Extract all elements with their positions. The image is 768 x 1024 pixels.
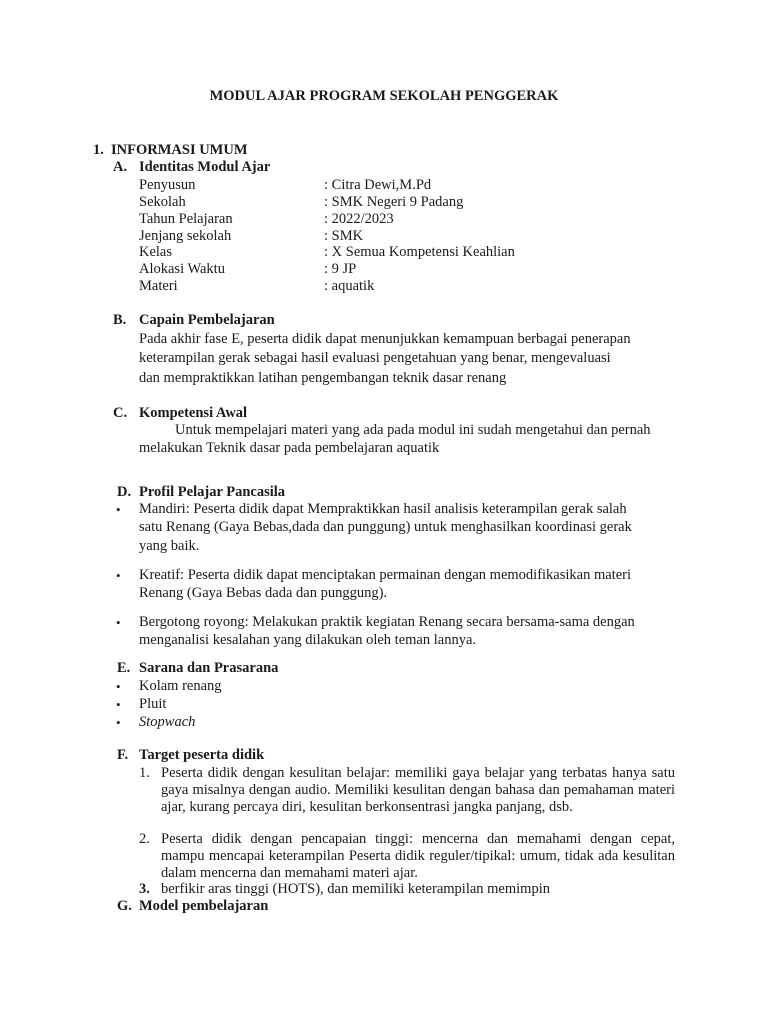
list-item-text: Peserta didik dengan pencapaian tinggi: mencerna dan memahami dengan cepat, mampu mencapai keterampilan Peserta didik reguler/tipikal: umum, tidak ada kesulitan dalam mencerna dan memahami materi ajar. xyxy=(161,831,675,881)
identity-label: Penyusun xyxy=(139,177,196,193)
section-f-heading: Target peserta didik xyxy=(139,747,265,763)
list-item-line: menganalisi kesalahan yang dilakukan oleh teman lannya. xyxy=(139,632,477,648)
identity-value: : aquatik xyxy=(324,278,375,294)
section-g-letter: G. xyxy=(117,898,132,914)
identity-label: Sekolah xyxy=(139,194,186,210)
list-item-line: satu Renang (Gaya Bebas,dada dan punggung) untuk menghasilkan koordinasi gerak xyxy=(139,519,632,535)
bullet-icon: • xyxy=(116,715,121,730)
section-d-heading: Profil Pelajar Pancasila xyxy=(139,484,286,500)
identity-value: : Citra Dewi,M.Pd xyxy=(324,177,432,193)
list-number: 2. xyxy=(139,831,150,847)
list-item-line: Mandiri: Peserta didik dapat Mempraktikkan hasil analisis keterampilan gerak salah xyxy=(139,501,627,517)
section-b-letter: B. xyxy=(113,312,127,328)
section-c-heading: Kompetensi Awal xyxy=(139,405,248,421)
identity-value: : SMK Negeri 9 Padang xyxy=(324,194,464,210)
list-item-text: berfikir aras tinggi (HOTS), dan memiliki keterampilan memimpin xyxy=(161,881,550,897)
section-e-heading: Sarana dan Prasarana xyxy=(139,660,279,676)
bullet-icon: • xyxy=(116,568,121,583)
section-b-heading: Capain Pembelajaran xyxy=(139,312,275,328)
paragraph-line: Pada akhir fase E, peserta didik dapat menunjukkan kemampuan berbagai penerapan xyxy=(139,331,631,347)
identity-label: Alokasi Waktu xyxy=(139,261,225,277)
bullet-icon: • xyxy=(116,679,121,694)
paragraph-line: keterampilan gerak sebagai hasil evaluasi pengetahuan yang benar, mengevaluasi xyxy=(139,350,611,366)
list-item: Stopwach xyxy=(139,714,196,730)
list-item: Kolam renang xyxy=(139,678,222,694)
identity-label: Materi xyxy=(139,278,178,294)
identity-value: : 2022/2023 xyxy=(324,211,394,227)
paragraph-line: dan mempraktikkan latihan pengembangan teknik dasar renang xyxy=(139,370,507,386)
section-a-heading: Identitas Modul Ajar xyxy=(139,159,271,175)
paragraph-line: melakukan Teknik dasar pada pembelajaran aquatik xyxy=(139,440,440,456)
section-c-letter: C. xyxy=(113,405,128,421)
list-item-line: yang baik. xyxy=(139,538,200,554)
section-d-letter: D. xyxy=(117,484,132,500)
paragraph-line: Untuk mempelajari materi yang ada pada modul ini sudah mengetahui dan pernah xyxy=(175,422,651,438)
identity-label: Jenjang sekolah xyxy=(139,228,232,244)
bullet-icon: • xyxy=(116,615,121,630)
list-item-line: Kreatif: Peserta didik dapat menciptakan permainan dengan memodifikasikan materi xyxy=(139,567,632,583)
section-a-letter: A. xyxy=(113,159,128,175)
section-e-letter: E. xyxy=(117,660,131,676)
identity-value: : SMK xyxy=(324,228,364,244)
identity-value: : 9 JP xyxy=(324,261,357,277)
section-number: 1. xyxy=(93,142,104,158)
list-item: Pluit xyxy=(139,696,167,712)
list-item-text: Peserta didik dengan kesulitan belajar: memiliki gaya belajar yang terbatas hanya satu gaya misalnya dengan audio. Memiliki kesulitan dengan bahasa dan pemahaman materi ajar, kurang percaya diri, kesulitan berkonsentrasi jangka panjang, dsb. xyxy=(161,765,675,815)
identity-label: Kelas xyxy=(139,244,173,260)
section-f-letter: F. xyxy=(117,747,129,763)
list-number: 1. xyxy=(139,765,150,781)
list-item-line: Renang (Gaya Bebas dada dan punggung). xyxy=(139,585,388,601)
bullet-icon: • xyxy=(116,502,121,517)
bullet-icon: • xyxy=(116,697,121,712)
section-heading: INFORMASI UMUM xyxy=(111,142,248,158)
list-number: 3. xyxy=(139,881,150,897)
section-g-heading: Model pembelajaran xyxy=(139,898,269,914)
document-title: MODUL AJAR PROGRAM SEKOLAH PENGGERAK xyxy=(209,88,559,104)
identity-value: : X Semua Kompetensi Keahlian xyxy=(324,244,515,260)
identity-label: Tahun Pelajaran xyxy=(139,211,233,227)
list-item-line: Bergotong royong: Melakukan praktik kegiatan Renang secara bersama-sama dengan xyxy=(139,614,635,630)
